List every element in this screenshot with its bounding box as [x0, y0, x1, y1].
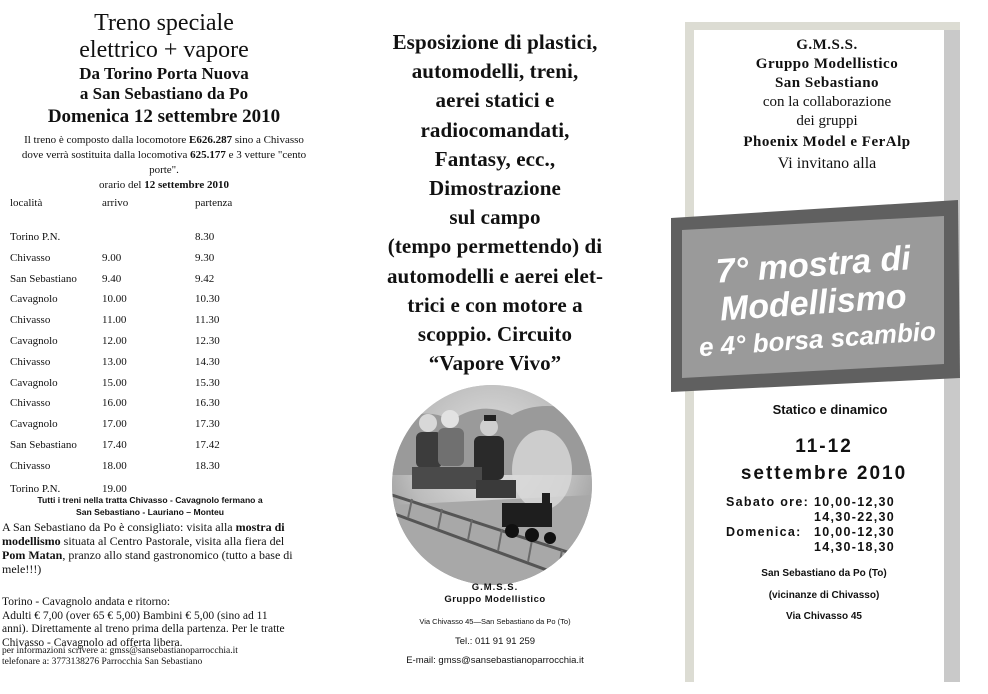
static-dynamic-label: Statico e dinamico [772, 402, 888, 417]
invitation-org-line-2: San Sebastiano [774, 75, 880, 91]
hours-sunday-2: 14,30-18,30 [814, 540, 896, 554]
timetable-arrival: 11.00 [102, 314, 127, 327]
return-info [2, 596, 294, 650]
visit-advice [2, 520, 294, 576]
invitation-block [694, 36, 960, 173]
timetable-row [10, 356, 270, 370]
note-date: 12 settembre 2010 [144, 179, 229, 191]
timetable-row [10, 231, 270, 245]
timetable-departure: 15.30 [195, 376, 220, 389]
note-text-1: Il treno è composto dalla locomotore [24, 134, 190, 146]
advice-text-3: , pranzo allo stand gastronomico (tutto a base di mele!!!) [2, 548, 293, 576]
event-street: Via Chivasso 45 [786, 611, 862, 622]
invitation-collab-line-2: dei gruppi [796, 113, 858, 129]
timetable-row [10, 335, 270, 349]
expo-line: Dimostrazione [429, 176, 561, 201]
timetable-departure: 18.30 [195, 459, 220, 472]
timetable-departure: 17.42 [195, 439, 220, 451]
advice-text-2: situata al Centro Pastorale, visita alla fiera del [60, 534, 285, 548]
footnote-line-2: San Sebastiano - Lauriano – Monteu [75, 507, 225, 517]
exhibition-banner [668, 196, 978, 392]
timetable-arrival: 12.00 [102, 335, 127, 347]
timetable-locality: Cavagnolo [10, 418, 58, 431]
hours-sunday-label: Domenica: [726, 525, 802, 539]
timetable-row [10, 273, 270, 287]
timetable-arrival: 13.00 [102, 355, 127, 368]
expo-line: radiocomandati, [420, 117, 570, 142]
timetable-departure: 8.30 [195, 231, 215, 243]
event-nearby: (vicinanze di Chivasso) [768, 590, 880, 601]
event-days: 11-12 [795, 436, 853, 457]
timetable-footnote [0, 494, 300, 518]
expo-line: trici e con motore a [407, 292, 583, 317]
footnote-line-1: Tutti i treni nella tratta Chivasso - Cavagnolo fermano a [37, 495, 263, 505]
timetable-arrival: 17.00 [102, 418, 127, 431]
banner-title-line-1: 7° mostra di [714, 239, 912, 291]
timetable-arrival: 17.40 [102, 439, 127, 451]
timetable-departure: 9.30 [195, 251, 215, 264]
train-column [14, 10, 314, 193]
timetable-locality: Torino P.N. [10, 231, 61, 243]
event-month-year: settembre 2010 [740, 463, 908, 484]
timetable-row [10, 418, 270, 432]
invitation-text: Vi invitano alla [777, 155, 877, 172]
timetable-arrival: 15.00 [102, 376, 127, 389]
event-town: San Sebastiano da Po (To) [761, 568, 887, 579]
timetable-locality: Cavagnolo [10, 335, 58, 347]
timetable-departure: 16.30 [195, 397, 220, 410]
expo-line: (tempo permettendo) di [387, 234, 603, 259]
timetable-locality: Chivasso [10, 459, 51, 472]
train-title-line-1: Treno speciale [94, 10, 234, 36]
timetable-departure: 17.30 [195, 418, 220, 431]
timetable-locality: Cavagnolo [10, 293, 58, 306]
timetable-arrival: 16.00 [102, 397, 127, 410]
organizer-email: E-mail: gmss@sansebastianoparrocchia.it [406, 655, 584, 666]
hours-saturday-2: 14,30-22,30 [814, 510, 896, 524]
organizer-address: Via Chivasso 45—San Sebastiano da Po (To) [419, 617, 571, 626]
exhibition-banner-graphic [668, 196, 978, 392]
route-line-2: a San Sebastiano da Po [79, 84, 249, 103]
invitation-partners: Phoenix Model e FerAlp [743, 134, 911, 150]
note-loco-1: E626.287 [189, 134, 233, 146]
train-note [14, 133, 314, 193]
timetable-locality: Torino P.N. [10, 482, 61, 495]
expo-line: Esposizione di plastici, [392, 30, 598, 54]
timetable-row [10, 314, 270, 328]
advice-text-1: A San Sebastiano da Po è consigliato: visita alla [2, 520, 236, 534]
expo-line: automodelli, treni, [411, 59, 579, 84]
note-text-2: sino a Chivasso dove verrà sostituita dalla locomotiva [21, 134, 304, 161]
banner-title-line-3: e 4° borsa scambio [697, 315, 937, 363]
timetable-departure: 9.42 [195, 272, 215, 285]
organizer-phone: Tel.: 011 91 91 259 [454, 636, 536, 647]
steam-train-photo [392, 385, 592, 585]
advice-bold-2: Pom Matan [2, 548, 63, 562]
timetable-locality: Cavagnolo [10, 376, 58, 389]
timetable-locality: Chivasso [10, 314, 51, 327]
return-prices: Adulti € 7,00 (over 65 € 5,00) Bambini € 5,00 (sino ad 11 anni). Direttamente al treno prima della partenza. Per le tratte Chivasso - Cavagnolo ad offerta libera. [2, 609, 285, 649]
timetable-header-arrival: arrivo [102, 197, 129, 209]
route-line-1: Da Torino Porta Nuova [79, 64, 249, 83]
timetable-arrival: 19.00 [102, 482, 127, 495]
expo-line: scoppio. Circuito [417, 322, 573, 347]
note-text-4: orario del [99, 179, 145, 191]
steam-train-photo-illustration [392, 385, 592, 585]
expo-line: sul campo [449, 205, 541, 230]
hours-sunday-1: 10,00-12,30 [814, 525, 896, 539]
train-date: Domenica 12 settembre 2010 [47, 106, 281, 127]
expo-line: automodelli e aerei elet- [386, 263, 604, 288]
expo-line: “Vapore Vivo” [428, 351, 562, 376]
contacts [2, 646, 302, 668]
train-title-line-2: elettrico + vapore [79, 37, 249, 63]
timetable-locality: Chivasso [10, 355, 51, 368]
timetable-row [10, 460, 270, 474]
advice-bold-1: mostra di modellismo [2, 520, 285, 548]
timetable-row [10, 377, 270, 391]
banner-title-line-2: Modellismo [718, 277, 908, 329]
timetable-arrival: 18.00 [102, 459, 127, 472]
contact-email: per informazioni scrivere a: gmss@sansebastianoparrocchia.it [2, 646, 238, 656]
timetable-arrival: 9.00 [102, 251, 122, 264]
timetable-locality: San Sebastiano [10, 272, 77, 285]
return-title: Torino - Cavagnolo andata e ritorno: [2, 596, 171, 608]
hours-saturday-label: Sabato ore: [726, 495, 810, 509]
invitation-collab-line-1: con la collaborazione [762, 94, 892, 110]
timetable-arrival: 9.40 [102, 272, 122, 285]
hours-saturday-1: 10,00-12,30 [814, 495, 896, 509]
timetable-departure: 12.30 [195, 335, 220, 347]
exhibition-description [345, 28, 645, 378]
timetable-row [10, 397, 270, 411]
timetable-row [10, 439, 270, 453]
contact-phone: telefonare a: 3773138276 Parrocchia San Sebastiano [2, 657, 203, 667]
expo-line: Fantasy, ecc., [434, 146, 556, 171]
timetable-row [10, 293, 270, 307]
note-loco-2: 625.177 [190, 149, 226, 161]
timetable-row [10, 252, 270, 266]
note-text-3: e 3 vetture "cento porte". [149, 149, 307, 176]
timetable-arrival: 10.00 [102, 293, 127, 306]
expo-line: aerei statici e [435, 88, 555, 113]
organizer-block [345, 582, 645, 667]
timetable-departure: 10.30 [195, 293, 220, 306]
organizer-name: Gruppo Modellistico [444, 594, 546, 605]
timetable-departure: 11.30 [195, 314, 220, 327]
timetable-locality: Chivasso [10, 397, 51, 410]
timetable-header-departure: partenza [195, 197, 233, 209]
organizer-abbr: G.M.S.S. [471, 582, 519, 593]
timetable-locality: Chivasso [10, 251, 51, 264]
timetable-departure: 14.30 [195, 355, 220, 368]
timetable-locality: San Sebastiano [10, 439, 77, 451]
invitation-org-abbr: G.M.S.S. [796, 37, 858, 53]
invitation-org-line-1: Gruppo Modellistico [755, 56, 899, 72]
timetable-header-locality: località [10, 197, 43, 209]
